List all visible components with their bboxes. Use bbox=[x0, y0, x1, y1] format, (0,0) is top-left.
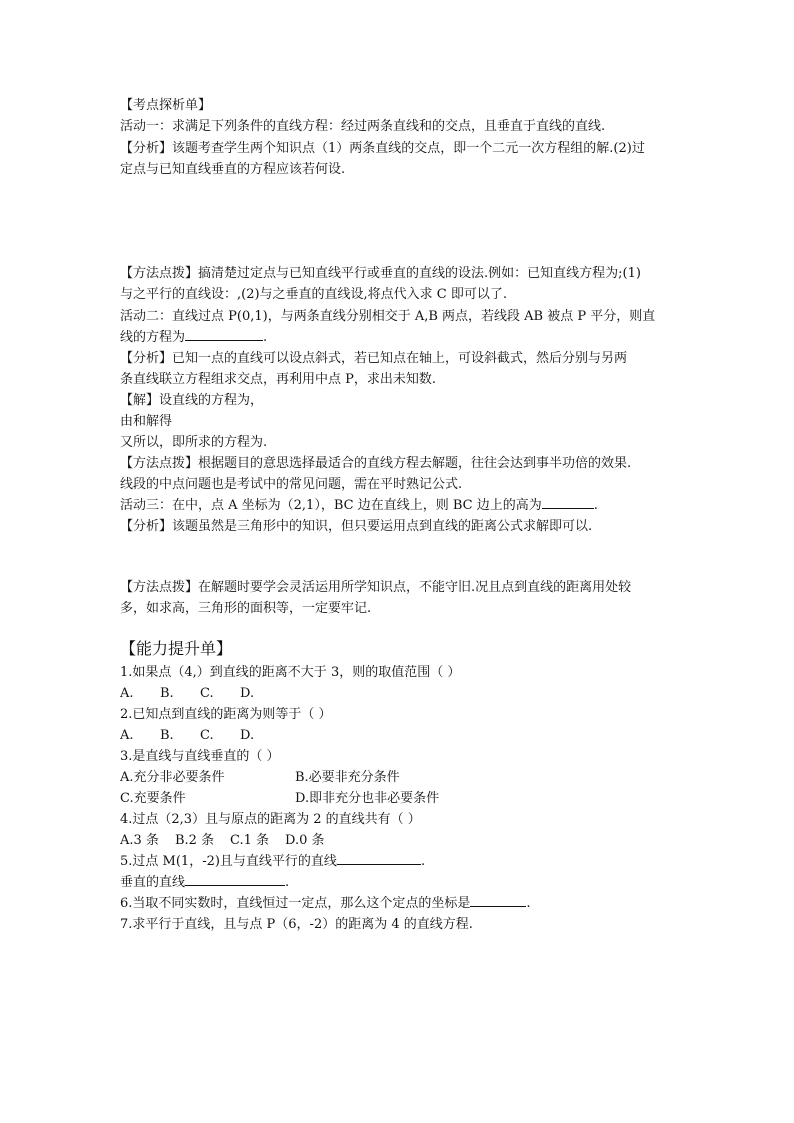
question-2-options: A. B. C. D. bbox=[120, 728, 255, 743]
solution-line-2: 由和解得 bbox=[120, 414, 173, 429]
question-4: 4.过点（2,3）且与原点的距离为 2 的直线共有（ ） bbox=[120, 812, 421, 827]
answer-blank bbox=[337, 852, 421, 865]
question-3-options-cd: C.充要条件 D.即非充分也非必要条件 bbox=[120, 791, 440, 806]
method-2-line-1: 【方法点拨】根据题目的意思选择最适合的直线方程去解题，往往会达到事半功倍的效果. bbox=[120, 456, 632, 471]
answer-blank bbox=[542, 496, 594, 509]
method-3-line-2: 多，如求高，三角形的面积等，一定要牢记. bbox=[120, 601, 372, 616]
analysis-2-line-1: 【分析】已知一点的直线可以设点斜式，若已知点在轴上，可设斜截式，然后分别与另两 bbox=[120, 351, 628, 366]
question-1-options: A. B. C. D. bbox=[120, 686, 255, 701]
question-5-line-1: 5.过点 M(1，-2)且与直线平行的直线 . bbox=[120, 854, 426, 869]
method-2-line-2: 线段的中点问题也是考试中的常见问题，需在平时熟记公式. bbox=[120, 477, 463, 492]
activity-2-line-2: 线的方程为 . bbox=[120, 330, 268, 345]
activity-1-text: 活动一：求满足下列条件的直线方程：经过两条直线和的交点，且垂直于直线的直线. bbox=[120, 119, 606, 134]
question-3-options-ab: A.充分非必要条件 B.必要非充分条件 bbox=[120, 770, 400, 785]
method-1-line-2: 与之平行的直线设：,(2)与之垂直的直线设,将点代入求 C 即可以了. bbox=[120, 287, 508, 302]
question-5-line-2: 垂直的直线 . bbox=[120, 875, 290, 890]
activity-3-text: 活动三：在中，点 A 坐标为（2,1），BC 边在直线上，则 BC 边上的高为 . bbox=[120, 498, 598, 513]
method-3-line-1: 【方法点拨】在解题时要学会灵活运用所学知识点，不能守旧.况且点到直线的距离用处较 bbox=[120, 580, 632, 595]
analysis-1-line-1: 【分析】该题考查学生两个知识点（1）两条直线的交点，即一个二元一次方程组的解.(2)过 bbox=[120, 141, 645, 156]
question-7: 7.求平行于直线，且与点 P（6，-2）的距离为 4 的直线方程. bbox=[120, 917, 473, 932]
question-1: 1.如果点（4,）到直线的距离不大于 3，则的取值范围（ ） bbox=[120, 665, 461, 680]
answer-blank bbox=[470, 894, 526, 907]
question-2: 2.已知点到直线的距离为则等于（ ） bbox=[120, 707, 332, 722]
question-6: 6.当取不同实数时，直线恒过一定点，那么这个定点的坐标是 . bbox=[120, 896, 531, 911]
section-title-ability: 【能力提升单】 bbox=[120, 639, 233, 658]
question-3: 3.是直线与直线垂直的（ ） bbox=[120, 749, 280, 764]
solution-line-3: 又所以，即所求的方程为. bbox=[120, 435, 268, 450]
section-title-exam-points: 【考点探析单】 bbox=[120, 98, 212, 113]
analysis-1-line-2: 定点与已知直线垂直的方程应该若何设. bbox=[120, 162, 346, 177]
activity-2-line-1: 活动二：直线过点 P(0,1)，与两条直线分别相交于 A,B 两点，若线段 AB 被点 P 平分，则直 bbox=[120, 309, 656, 324]
activity-2-prefix: 线的方程为 bbox=[120, 330, 186, 345]
method-1-line-1: 【方法点拨】搞清楚过定点与已知直线平行或垂直的直线的设法.例如：已知直线方程为;(1) bbox=[120, 266, 641, 281]
analysis-2-line-2: 条直线联立方程组求交点，再利用中点 P，求出未知数. bbox=[120, 372, 437, 387]
solution-line-1: 【解】设直线的方程为， bbox=[120, 393, 264, 408]
question-4-options: A.3 条 B.2 条 C.1 条 D.0 条 bbox=[120, 833, 325, 848]
answer-blank bbox=[185, 873, 285, 886]
analysis-3-text: 【分析】该题虽然是三角形中的知识，但只要运用点到直线的距离公式求解即可以. bbox=[120, 519, 593, 534]
answer-blank bbox=[185, 328, 263, 341]
